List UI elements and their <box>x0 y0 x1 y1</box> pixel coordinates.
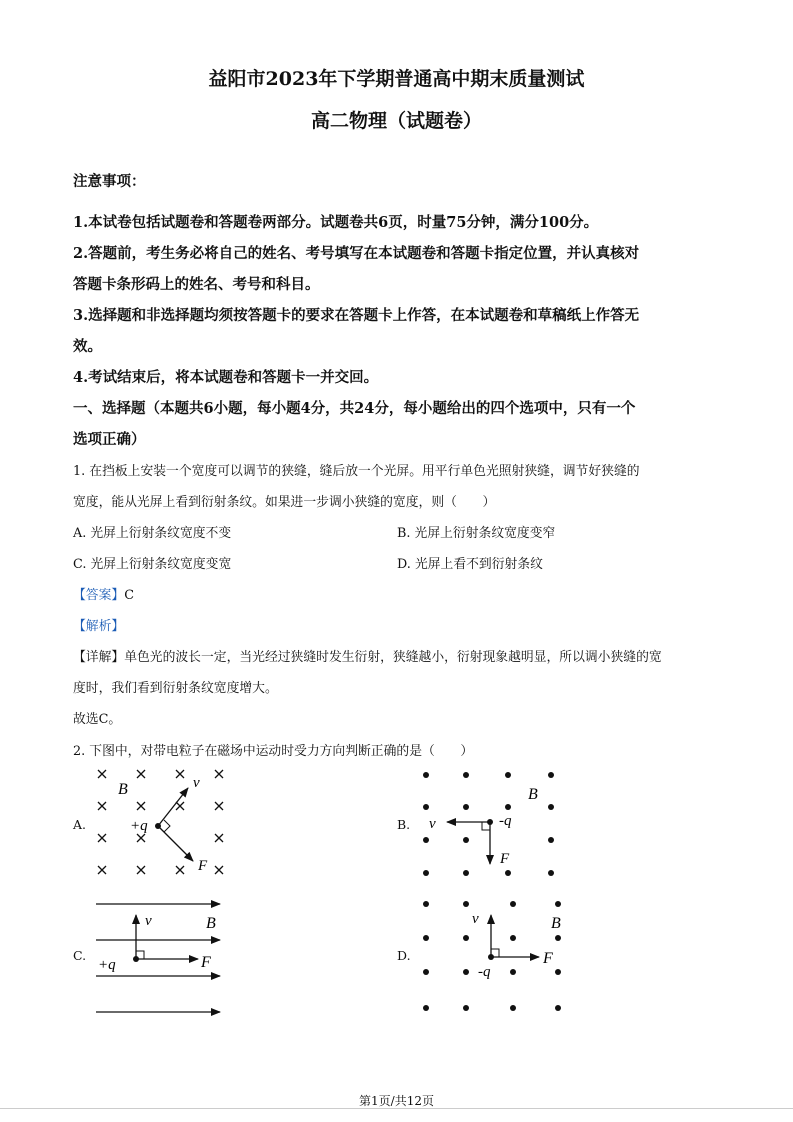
answer-value: C <box>124 588 134 603</box>
figure-d <box>415 893 570 1018</box>
q2-label-d: D. <box>397 948 411 963</box>
velocity-arrow <box>158 788 188 826</box>
charge-label: -q <box>499 813 512 829</box>
notice-line: 4.考试结束后，将本试题卷和答题卡一并交回。 <box>73 369 379 386</box>
page-title: 益阳市2023年下学期普通高中期末质量测试 <box>208 68 585 90</box>
q2-label-b: B. <box>397 817 411 832</box>
q1-stem-cont: 宽度，能从光屏上看到衍射条纹。如果进一步调小狭缝的宽度，则（ ） <box>73 495 496 510</box>
detail-text: 单色光的波长一定，当光经过狭缝时发生衍射，狭缝越小，衍射现象越明显，所以调小狭缝的宽 <box>124 650 662 665</box>
field-label: B <box>528 786 538 803</box>
q1-detail <box>73 646 662 665</box>
notice-line: 效。 <box>73 338 102 355</box>
force-arrow <box>158 826 193 861</box>
q1-conclusion: 故选C。 <box>73 712 122 727</box>
force-label: F <box>500 851 510 867</box>
q2-label-c: C. <box>73 948 87 963</box>
figure-a <box>90 765 235 880</box>
field-label: B <box>551 915 561 932</box>
notice-line: 1.本试卷包括试题卷和答题卷两部分。试题卷共6页，时量75分钟，满分100分。 <box>73 214 599 231</box>
charge-label: +q <box>130 818 148 834</box>
q1-option-b: B. 光屏上衍射条纹宽度变窄 <box>397 526 556 541</box>
section-heading: 一、选择题（本题共6小题，每小题4分，共24分，每小题给出的四个选项中，只有一个 <box>73 400 636 417</box>
answer-tag: 【答案】 <box>73 588 125 603</box>
q1-option-c: C. 光屏上衍射条纹宽度变宽 <box>73 557 232 572</box>
notice-line: 3.选择题和非选择题均须按答题卡的要求在答题卡上作答，在本试题卷和草稿纸上作答无 <box>73 307 640 324</box>
q1-option-d: D. 光屏上看不到衍射条纹 <box>397 557 543 572</box>
velocity-label: v <box>145 913 152 929</box>
force-label: F <box>201 954 211 971</box>
page-subtitle: 高二物理（试题卷） <box>310 110 482 132</box>
charge-label: -q <box>478 964 491 980</box>
q1-answer <box>73 584 134 603</box>
analysis-tag: 【解析】 <box>73 619 125 634</box>
q1-detail-cont: 度时，我们看到衍射条纹宽度增大。 <box>73 681 278 696</box>
notice-line: 2.答题前，考生务必将自己的姓名、考号填写在本试题卷和答题卡指定位置，并认真核对 <box>73 245 640 262</box>
velocity-label: v <box>193 775 200 791</box>
q2-label-a: A. <box>73 817 87 832</box>
right-angle-mark <box>164 820 170 832</box>
figure-c <box>90 893 235 1023</box>
force-label: F <box>198 858 208 874</box>
q2-stem: 2. 下图中，对带电粒子在磁场中运动时受力方向判断正确的是（ ） <box>73 744 474 759</box>
notice-heading: 注意事项： <box>73 173 146 190</box>
detail-tag: 【详解】 <box>73 650 125 665</box>
velocity-label: v <box>429 816 436 832</box>
figure-b <box>415 765 570 880</box>
footer-divider <box>0 1108 793 1109</box>
page-footer: 第1页/共12页 <box>359 1094 434 1108</box>
notice-line: 答题卡条形码上的姓名、考号和科目。 <box>73 276 320 293</box>
field-label: B <box>118 781 128 798</box>
section-heading-cont: 选项正确） <box>73 431 146 448</box>
field-label: B <box>206 915 216 932</box>
q1-option-a: A. 光屏上衍射条纹宽度不变 <box>73 526 232 541</box>
q1-stem: 1. 在挡板上安装一个宽度可以调节的狭缝，缝后放一个光屏。用平行单色光照射狭缝，调节好狭缝的 <box>73 464 640 479</box>
charge-label: +q <box>98 957 116 973</box>
velocity-label: v <box>472 911 479 927</box>
force-label: F <box>543 950 553 967</box>
